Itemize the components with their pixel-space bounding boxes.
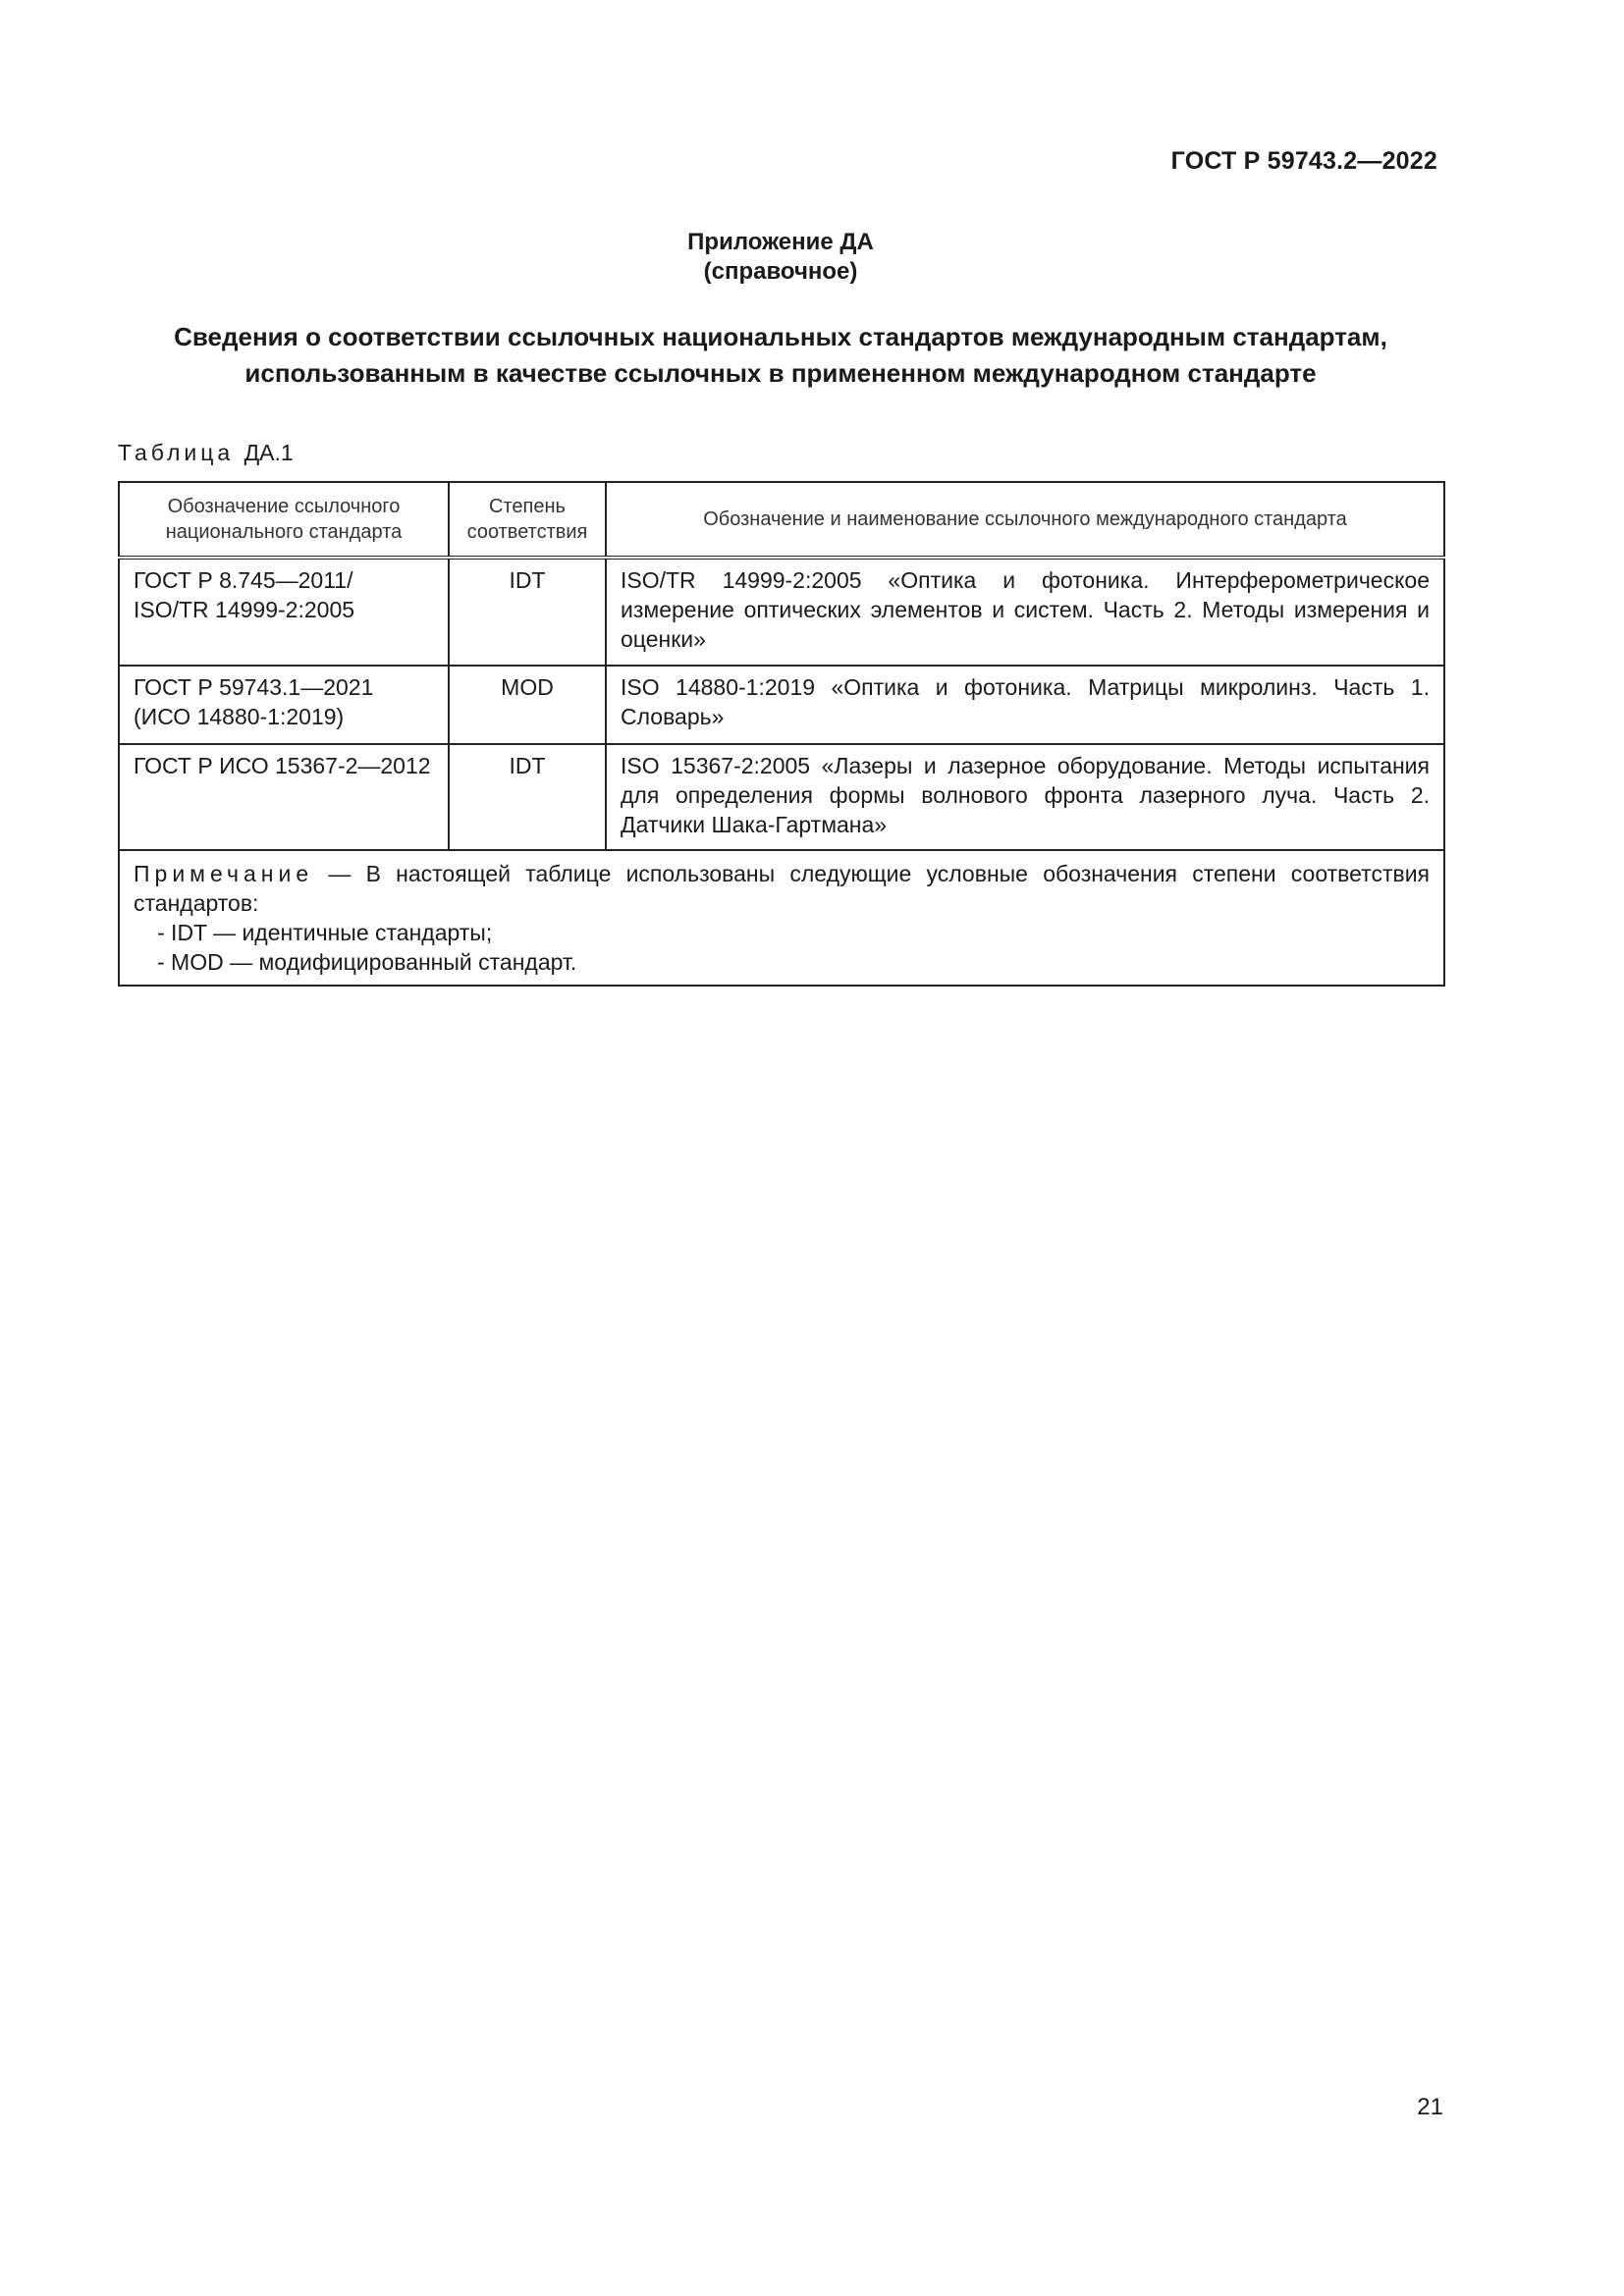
note-item-idt: - IDT — идентичные стандарты; (157, 920, 493, 945)
table-note (119, 850, 1444, 986)
international-standard-cell: ISO 15367-2:2005 «Лазеры и лазерное оборудование. Методы испытания для определения формы волнового фронта лазерного луча. Часть 2. Датчики Шака-Гартмана» (606, 744, 1444, 850)
table-caption-number: ДА.1 (244, 440, 294, 465)
column-header-degree: Степень соответствия (449, 482, 606, 558)
table-header-row (119, 482, 1444, 558)
table-row (119, 744, 1444, 850)
national-standard-cell: ГОСТ Р 8.745—2011/ ISO/TR 14999-2:2005 (119, 558, 449, 666)
table-caption (118, 440, 294, 466)
international-standard-cell: ISO 14880-1:2019 «Оптика и фотоника. Матрицы микролинз. Часть 1. Словарь» (606, 666, 1444, 744)
note-text: — В настоящей таблице использованы следующие условные обозначения степени соответствия стандартов: (134, 861, 1430, 916)
degree-cell: IDT (449, 558, 606, 666)
international-standard-cell: ISO/TR 14999-2:2005 «Оптика и фотоника. Интерферометрическое измерение оптических элементов и систем. Часть 2. Методы измерения и оценки» (606, 558, 1444, 666)
document-code: ГОСТ Р 59743.2—2022 (1170, 147, 1437, 175)
note-item-mod: - MOD — модифицированный стандарт. (157, 949, 577, 975)
section-heading-line-2: использованным в качестве ссылочных в примененном международном стандарте (244, 358, 1317, 388)
standards-correspondence-table (118, 481, 1445, 987)
table-note-row (119, 850, 1444, 986)
table-caption-label: Таблица (118, 440, 235, 465)
note-label: Примечание (134, 861, 314, 886)
appendix-name: Приложение ДА (687, 229, 874, 255)
table-row (119, 558, 1444, 666)
section-heading (98, 319, 1463, 392)
section-heading-line-1: Сведения о соответствии ссылочных национальных стандартов международным стандартам, (174, 322, 1387, 351)
table-row (119, 666, 1444, 744)
national-standard-cell: ГОСТ Р 59743.1—2021 (ИСО 14880-1:2019) (119, 666, 449, 744)
appendix-title (0, 228, 1561, 287)
appendix-type: (справочное) (703, 258, 858, 285)
national-standard-cell: ГОСТ Р ИСО 15367-2—2012 (119, 744, 449, 850)
column-header-national-standard: Обозначение ссылочного национального стандарта (119, 482, 449, 558)
degree-cell: MOD (449, 666, 606, 744)
degree-cell: IDT (449, 744, 606, 850)
column-header-international-standard: Обозначение и наименование ссылочного международного стандарта (606, 482, 1444, 558)
page-number: 21 (1417, 2094, 1443, 2120)
